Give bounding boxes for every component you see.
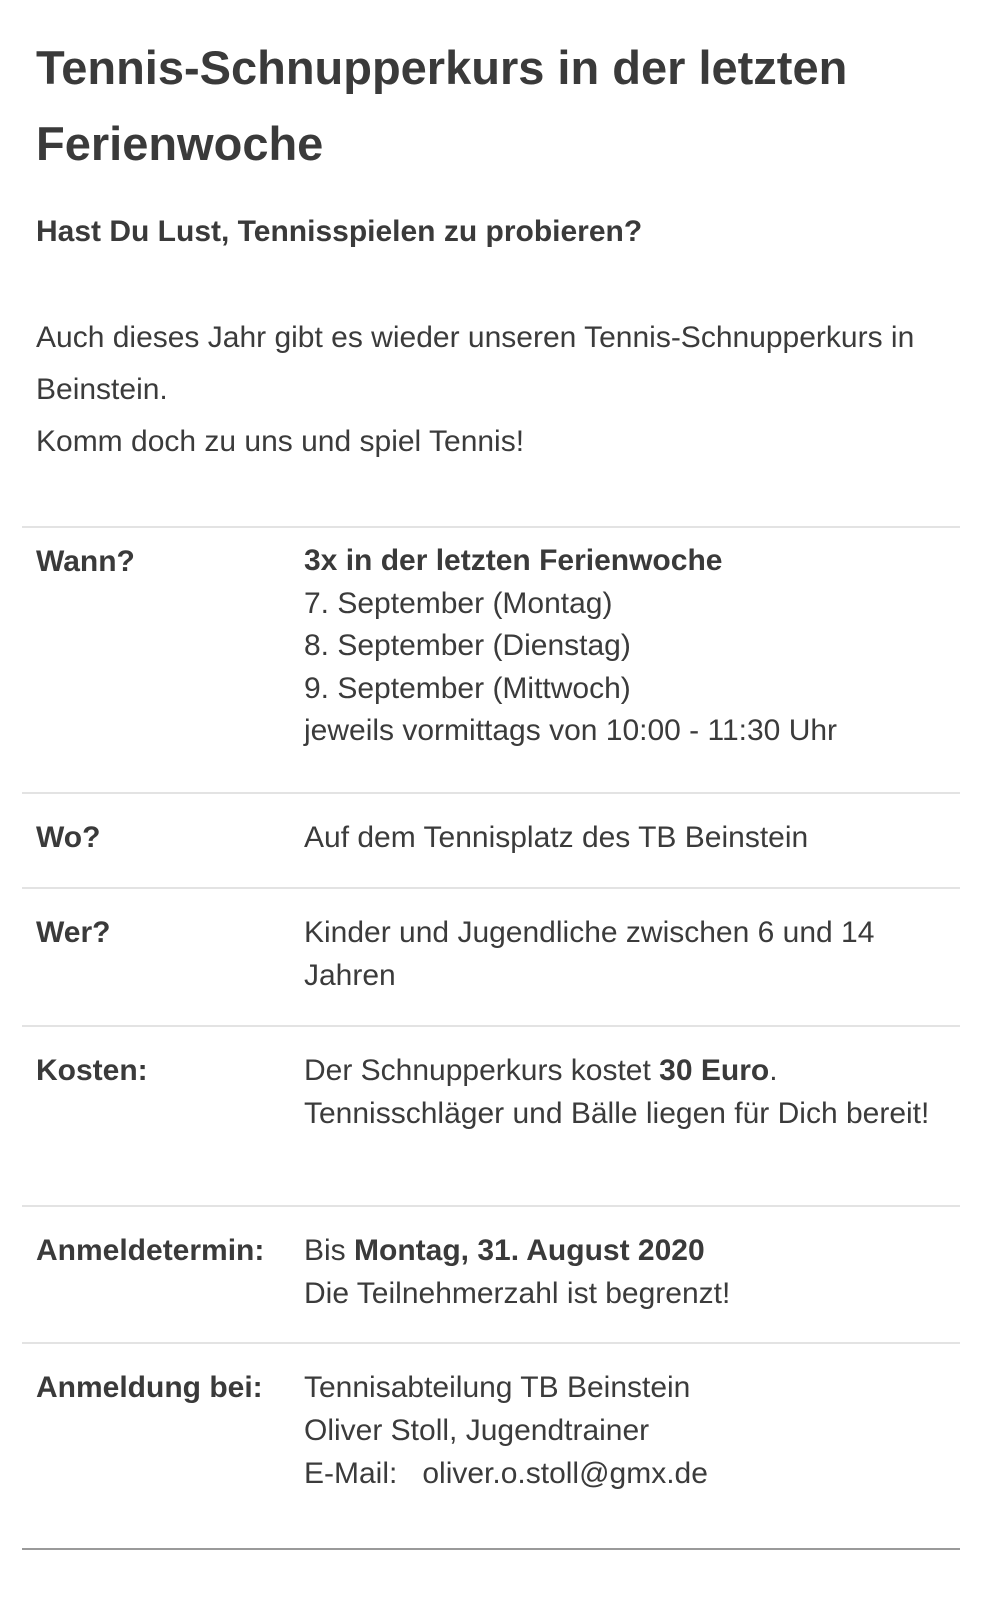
kosten-prefix: Der Schnupperkurs kostet: [304, 1054, 660, 1087]
row-value-anmeldung: [304, 1366, 944, 1495]
wann-date-3: 9. September (Mittwoch): [304, 671, 631, 705]
wann-headline: 3x in der letzten Ferienwoche: [304, 544, 723, 577]
anmeldung-person: Oliver Stoll, Jugendtrainer: [304, 1414, 650, 1447]
intro-line-1: Auch dieses Jahr gibt es wieder unseren Tennis-Schnupperkurs in Beinstein.: [36, 321, 915, 406]
row-wo: [22, 792, 960, 887]
kosten-extra: Tennisschläger und Bälle liegen für Dich bereit!: [304, 1097, 930, 1130]
anmeldung-org: Tennisabteilung TB Beinstein: [304, 1371, 691, 1404]
kosten-suffix: .: [769, 1054, 778, 1087]
row-label-anmeldetermin: Anmeldetermin:: [36, 1234, 265, 1267]
intro-line-2: Komm doch zu uns und spiel Tennis!: [36, 425, 525, 458]
email-label: E-Mail:: [304, 1457, 398, 1490]
row-label-wer: Wer?: [36, 916, 111, 949]
anmeldetermin-date: Montag, 31. August 2020: [354, 1234, 705, 1267]
email-link[interactable]: oliver.o.stoll@gmx.de: [422, 1457, 708, 1490]
subtitle: Hast Du Lust, Tennisspielen zu probieren?: [36, 215, 643, 248]
intro-text: [36, 312, 956, 468]
row-value-wo: Auf dem Tennisplatz des TB Beinstein: [304, 821, 809, 854]
info-table: [22, 526, 960, 1526]
row-anmeldung: [22, 1342, 960, 1526]
row-label-wann: Wann?: [36, 545, 135, 578]
page-title: Tennis-Schnupperkurs in der letzten Ferienwoche: [36, 41, 848, 170]
wann-date-2: 8. September (Dienstag): [304, 629, 631, 662]
row-label-wo: Wo?: [36, 821, 101, 854]
row-label-kosten: Kosten:: [36, 1054, 148, 1087]
anmeldetermin-prefix: Bis: [304, 1234, 355, 1267]
row-anmeldetermin: [22, 1205, 960, 1342]
row-label-anmeldung: Anmeldung bei:: [36, 1371, 263, 1404]
wann-date-1: 7. September (Montag): [304, 586, 613, 620]
row-value-anmeldetermin: [304, 1229, 944, 1315]
row-wer: [22, 887, 960, 1025]
kosten-price: 30 Euro: [659, 1054, 770, 1087]
row-kosten: [22, 1025, 960, 1205]
wann-time: jeweils vormittags von 10:00 - 11:30 Uhr: [304, 714, 838, 747]
anmeldetermin-note: Die Teilnehmerzahl ist begrenzt!: [304, 1277, 731, 1310]
row-value-wann: [304, 540, 944, 753]
row-value-wer: Kinder und Jugendliche zwischen 6 und 14 Jahren: [304, 916, 875, 992]
bottom-divider: [22, 1548, 960, 1550]
row-wann: [22, 526, 960, 792]
row-value-kosten: [304, 1049, 944, 1135]
